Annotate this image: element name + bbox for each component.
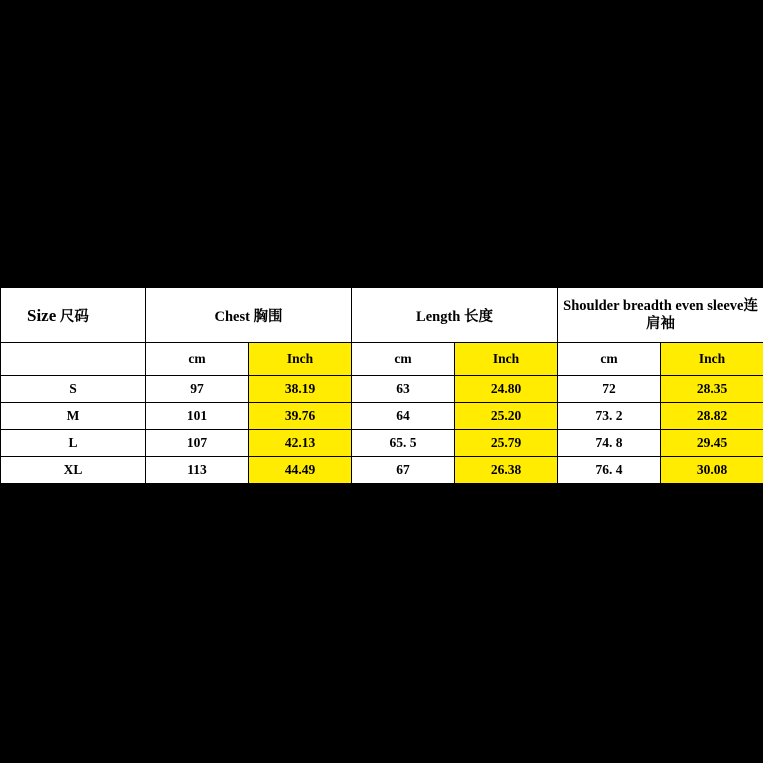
unit-row-spacer [1, 343, 146, 376]
cell-chest-cm: 101 [146, 403, 249, 430]
cell-size: XL [1, 457, 146, 484]
cell-chest-inch: 39.76 [249, 403, 352, 430]
unit-chest-cm: cm [146, 343, 249, 376]
cell-size: L [1, 430, 146, 457]
cell-chest-inch: 38.19 [249, 376, 352, 403]
unit-length-cm: cm [352, 343, 455, 376]
cell-length-cm: 64 [352, 403, 455, 430]
unit-shoulder-inch: Inch [661, 343, 763, 376]
cell-length-cm: 65. 5 [352, 430, 455, 457]
cell-shoulder-inch: 30.08 [661, 457, 763, 484]
unit-length-inch: Inch [455, 343, 558, 376]
cell-length-inch: 25.79 [455, 430, 558, 457]
size-chart-container [0, 287, 763, 484]
header-size-label-cn: 尺码 [56, 308, 89, 325]
table-row [1, 457, 763, 484]
cell-shoulder-inch: 29.45 [661, 430, 763, 457]
cell-length-cm: 63 [352, 376, 455, 403]
cell-chest-cm: 113 [146, 457, 249, 484]
unit-chest-inch: Inch [249, 343, 352, 376]
cell-length-cm: 67 [352, 457, 455, 484]
header-size-label-bold: Size [27, 305, 57, 325]
table-unit-row [1, 343, 763, 376]
cell-shoulder-cm: 76. 4 [558, 457, 661, 484]
header-group-length: Length 长度 [352, 288, 558, 343]
cell-size: M [1, 403, 146, 430]
cell-size: S [1, 376, 146, 403]
size-chart-table [0, 287, 763, 484]
table-row [1, 376, 763, 403]
cell-shoulder-cm: 72 [558, 376, 661, 403]
unit-shoulder-cm: cm [558, 343, 661, 376]
cell-shoulder-cm: 73. 2 [558, 403, 661, 430]
cell-shoulder-inch: 28.82 [661, 403, 763, 430]
cell-length-inch: 25.20 [455, 403, 558, 430]
cell-shoulder-cm: 74. 8 [558, 430, 661, 457]
header-group-shoulder: Shoulder breadth even sleeve连肩袖 [558, 288, 763, 343]
header-size-cell [1, 288, 146, 343]
cell-shoulder-inch: 28.35 [661, 376, 763, 403]
cell-chest-cm: 97 [146, 376, 249, 403]
header-group-chest: Chest 胸围 [146, 288, 352, 343]
cell-chest-inch: 44.49 [249, 457, 352, 484]
table-row [1, 430, 763, 457]
cell-chest-cm: 107 [146, 430, 249, 457]
cell-length-inch: 24.80 [455, 376, 558, 403]
table-header-row [1, 288, 763, 343]
cell-chest-inch: 42.13 [249, 430, 352, 457]
cell-length-inch: 26.38 [455, 457, 558, 484]
table-row [1, 403, 763, 430]
